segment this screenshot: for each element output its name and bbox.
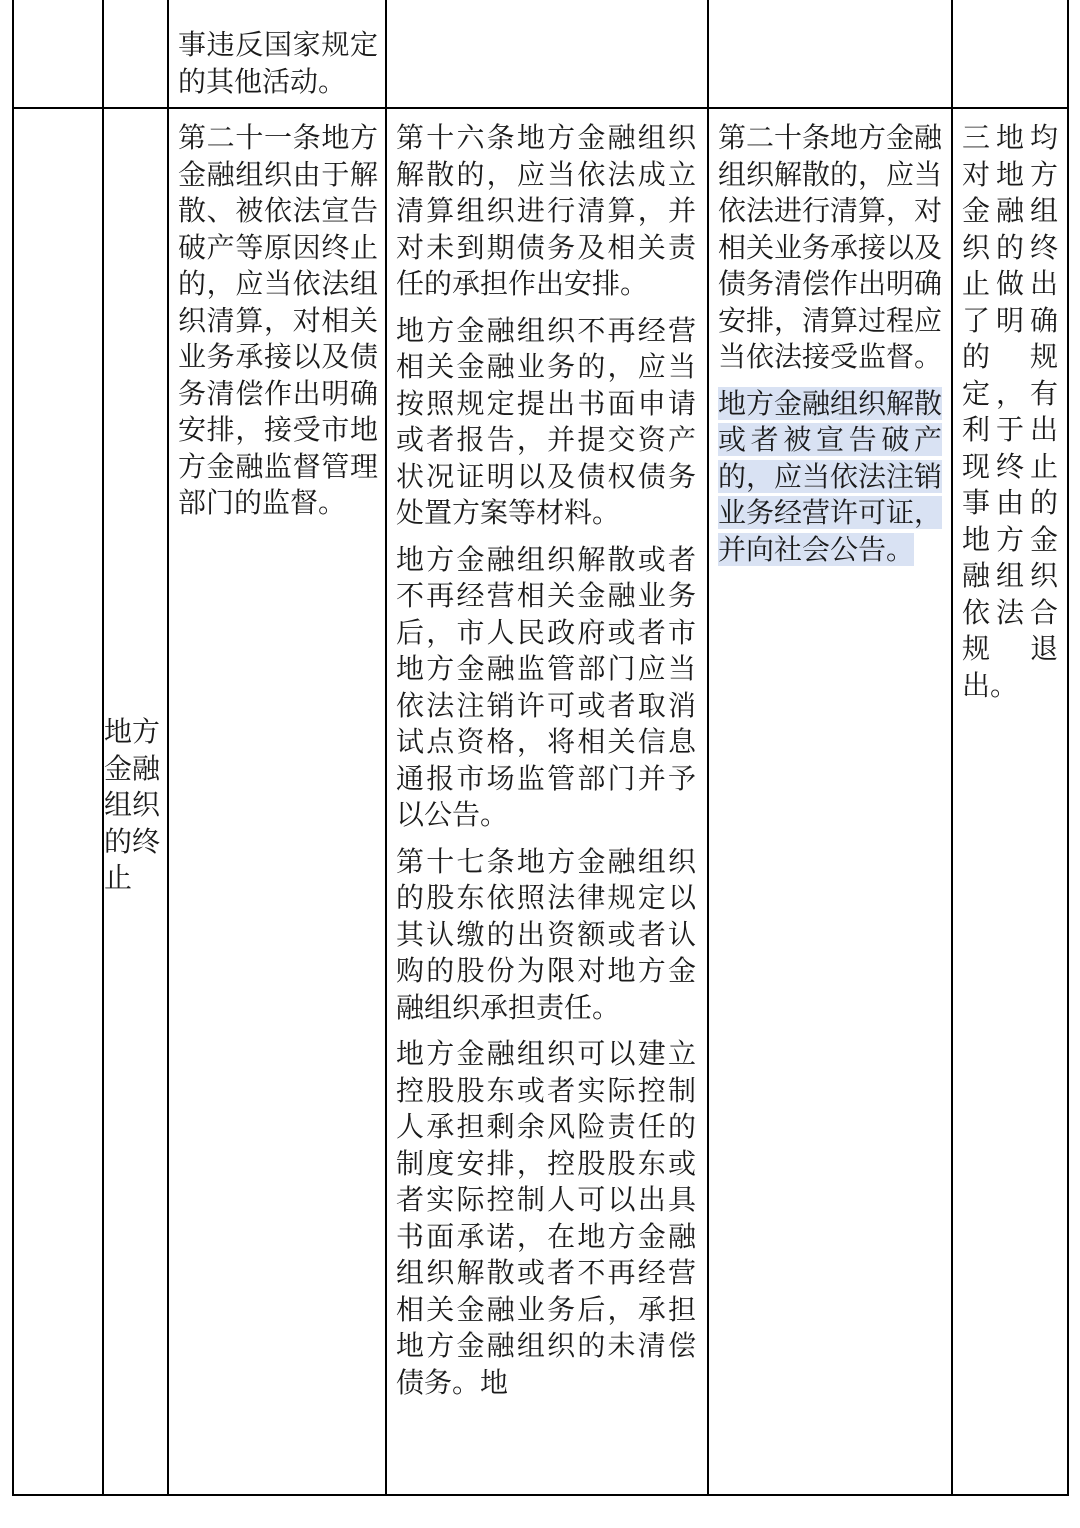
highlighted-paragraph — [718, 386, 942, 569]
column-border-6 — [951, 0, 953, 1496]
continuation-cell-provision — [178, 27, 378, 100]
paragraph: 地方金融组织解散或者不再经营相关金融业务后，市人民政府或者市地方金融监管部门应当依法注销许可或者取消试点资格，将相关信息通报市场监管部门并予以公告。 — [396, 542, 696, 831]
table-bottom-border — [12, 1494, 1069, 1496]
provision-cell-b — [396, 120, 696, 1401]
analysis-text: 三地均对地方金融组织的终止做出了明确的规定，有利于出现终止事由的地方金融组织依法合规退出。 — [962, 121, 1058, 702]
column-border-1 — [12, 0, 14, 1496]
row-divider — [12, 107, 1069, 109]
paragraph: 第十六条地方金融组织解散的，应当依法成立清算组织进行清算，并对未到期债务及相关责任的承担作出安排。 — [396, 121, 696, 300]
paragraph: 地方金融组织可以建立控股股东或者实际控制人承担剩余风险责任的制度安排，控股股东或者实际控制人可以出具书面承诺，在地方金融组织解散或者不再经营相关金融业务后，承担地方金融组织的未清偿债务。地 — [396, 1037, 696, 1399]
topic-cell — [104, 714, 164, 897]
paragraph: 第十七条地方金融组织的股东依照法律规定以其认缴的出资额或者认购的股份为限对地方金融组织承担责任。 — [396, 844, 696, 1024]
highlighted-text: 地方金融组织解散或者被宣告破产的，应当依法注销业务经营许可证，并向社会公告。 — [718, 386, 943, 566]
paragraph: 第二十条地方金融组织解散的，应当依法进行清算，对相关业务承接以及债务清偿作出明确安排，清算过程应当依法接受监督。 — [718, 121, 943, 373]
column-border-4 — [385, 0, 387, 1496]
column-border-7 — [1067, 0, 1069, 1496]
topic-label: 地方金融组织的终止 — [104, 715, 161, 894]
continuation-text: 事违反国家规定的其他活动。 — [178, 28, 378, 98]
column-border-3 — [167, 0, 169, 1496]
column-border-5 — [707, 0, 709, 1496]
paragraph: 地方金融组织不再经营相关金融业务的，应当按照规定提出书面申请或者报告，并提交资产状况证明以及债权债务处置方案等材料。 — [396, 313, 696, 529]
analysis-cell — [962, 120, 1058, 704]
paragraph: 第二十一条地方金融组织由于解散、被依法宣告破产等原因终止的，应当依法组织清算，对相关业务承接以及债务清偿作出明确安排，接受市地方金融监督管理部门的监督。 — [178, 121, 378, 519]
provision-cell-c — [718, 120, 942, 568]
provision-cell-a — [178, 120, 378, 522]
